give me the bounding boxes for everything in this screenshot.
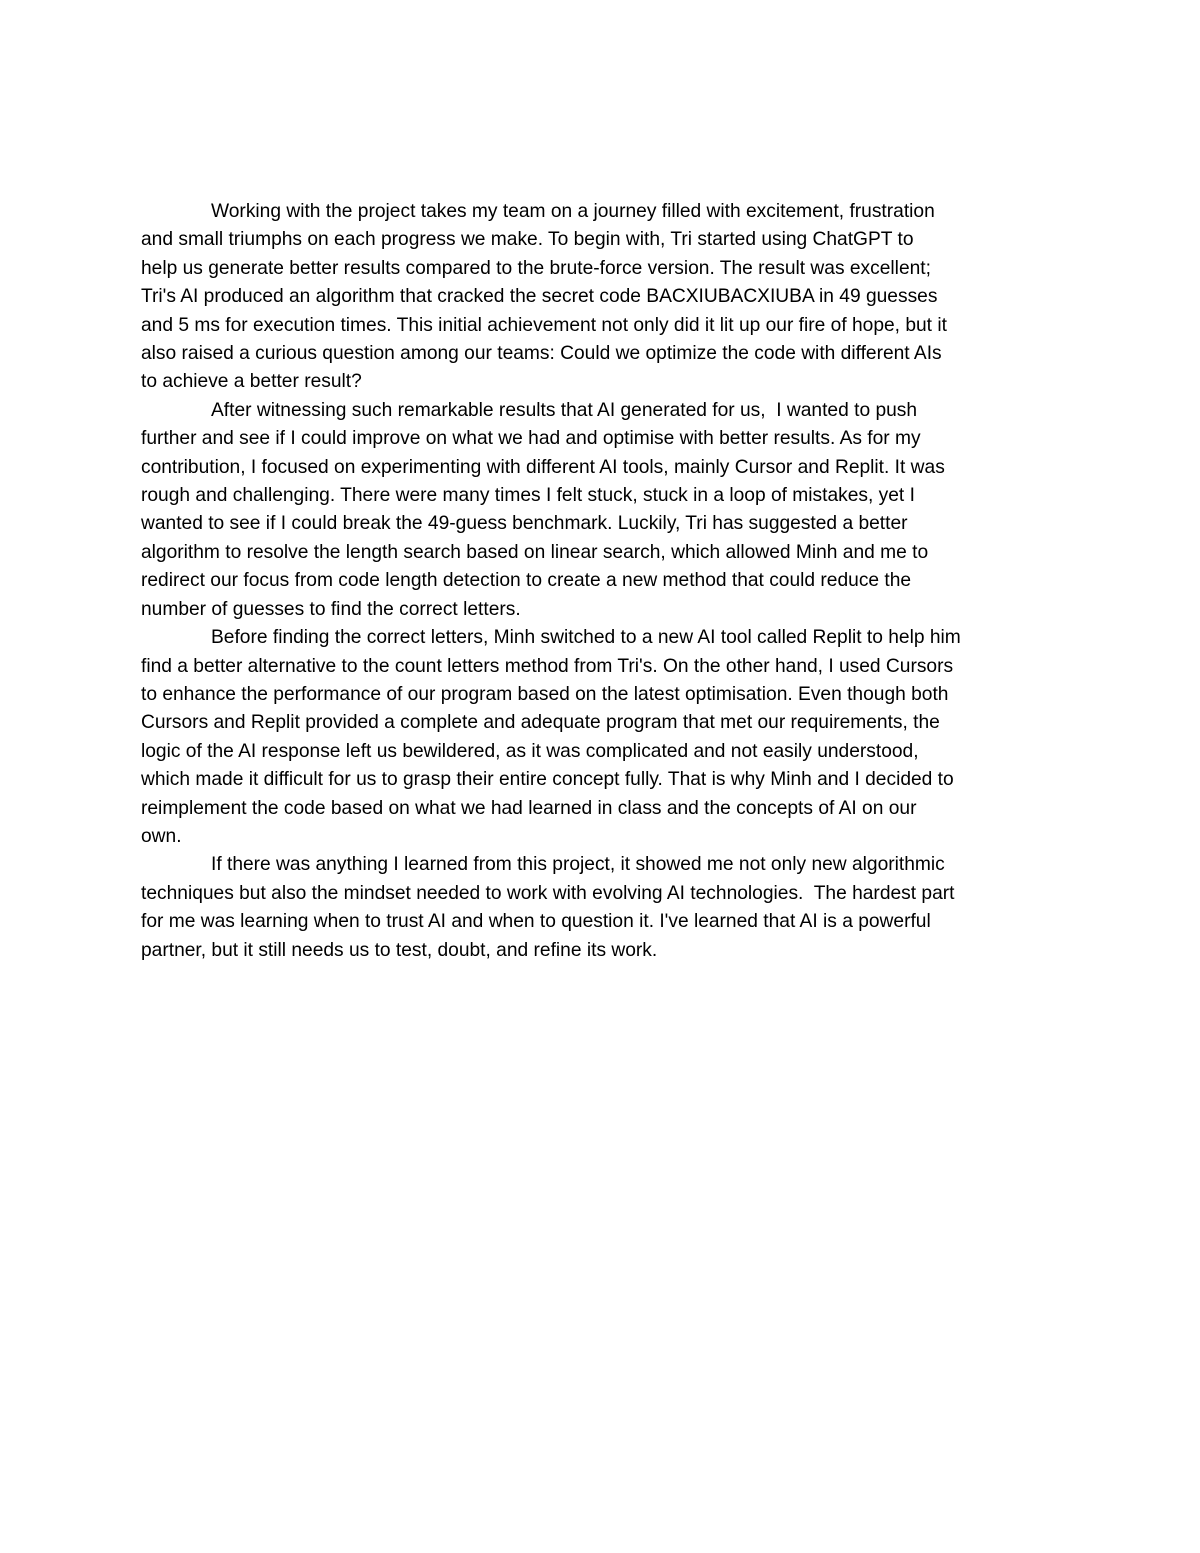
text-line: wanted to see if I could break the 49-guess benchmark. Luckily, Tri has suggested a better <box>141 513 908 535</box>
text-line: After witnessing such remarkable results that AI generated for us, I wanted to push <box>211 399 918 421</box>
text-line: contribution, I focused on experimenting with different AI tools, mainly Cursor and Replit. It was <box>141 456 945 478</box>
text-line: partner, but it still needs us to test, doubt, and refine its work. <box>141 939 658 961</box>
paragraph-2 <box>141 397 1063 624</box>
paragraph-1 <box>141 198 1063 397</box>
document-body <box>141 198 1063 965</box>
text-line: reimplement the code based on what we had learned in class and the concepts of AI on our <box>141 797 917 819</box>
text-line: number of guesses to find the correct letters. <box>141 598 521 620</box>
text-line: to enhance the performance of our program based on the latest optimisation. Even though both <box>141 683 949 705</box>
text-line: Cursors and Replit provided a complete and adequate program that met our requirements, the <box>141 712 940 734</box>
text-line: further and see if I could improve on what we had and optimise with better results. As for my <box>141 428 921 450</box>
text-line: for me was learning when to trust AI and when to question it. I've learned that AI is a powerful <box>141 911 931 933</box>
text-line: to achieve a better result? <box>141 371 362 393</box>
text-line: also raised a curious question among our teams: Could we optimize the code with different AIs <box>141 343 942 365</box>
text-line: which made it difficult for us to grasp their entire concept fully. That is why Minh and I decided to <box>141 769 954 791</box>
text-line: algorithm to resolve the length search based on linear search, which allowed Minh and me to <box>141 541 929 563</box>
text-line: own. <box>141 825 182 847</box>
text-line: and small triumphs on each progress we make. To begin with, Tri started using ChatGPT to <box>141 229 914 251</box>
text-line: rough and challenging. There were many times I felt stuck, stuck in a loop of mistakes, yet I <box>141 485 915 507</box>
text-line: Before finding the correct letters, Minh switched to a new AI tool called Replit to help him <box>211 627 961 649</box>
text-line: If there was anything I learned from this project, it showed me not only new algorithmic <box>211 854 945 876</box>
text-line: logic of the AI response left us bewildered, as it was complicated and not easily understood, <box>141 740 919 762</box>
text-line: redirect our focus from code length detection to create a new method that could reduce the <box>141 570 912 592</box>
text-line: Tri's AI produced an algorithm that cracked the secret code BACXIUBACXIUBA in 49 guesses <box>141 286 938 308</box>
text-line: help us generate better results compared to the brute-force version. The result was excellent; <box>141 257 931 279</box>
text-line: find a better alternative to the count letters method from Tri's. On the other hand, I used Cursors <box>141 655 954 677</box>
paragraph-4 <box>141 851 1063 965</box>
paragraph-3 <box>141 624 1063 851</box>
text-line: and 5 ms for execution times. This initial achievement not only did it lit up our fire of hope, but it <box>141 314 947 336</box>
text-line: techniques but also the mindset needed to work with evolving AI technologies. The hardest part <box>141 882 955 904</box>
text-line: Working with the project takes my team on a journey filled with excitement, frustration <box>211 201 935 222</box>
